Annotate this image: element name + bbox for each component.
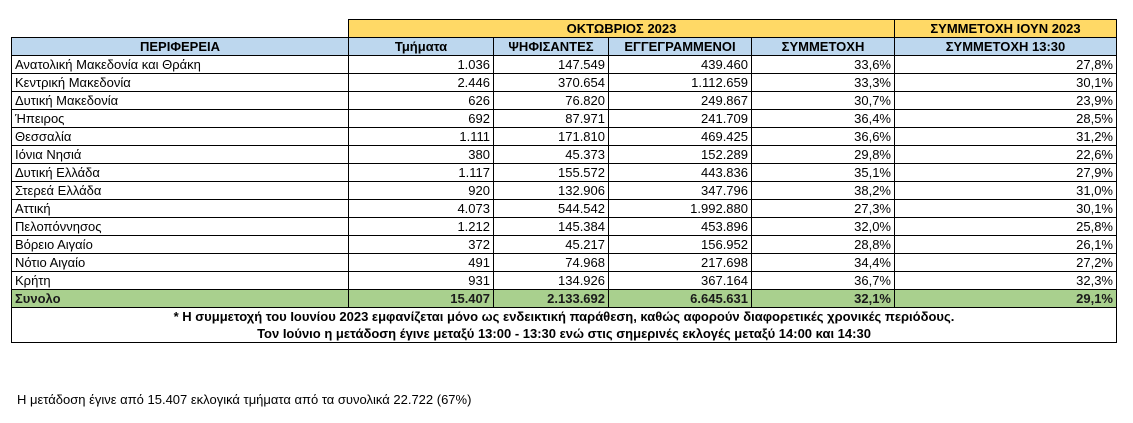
cell-turnout: 36,7% — [752, 272, 895, 290]
table-row — [12, 110, 1117, 128]
cell-turnout: 27,3% — [752, 200, 895, 218]
cell-turnout-june: 26,1% — [895, 236, 1117, 254]
cell-region: Δυτική Ελλάδα — [12, 164, 349, 182]
cell-voters: 132.906 — [494, 182, 609, 200]
cell-registered: 443.836 — [609, 164, 752, 182]
total-row — [12, 290, 1117, 308]
cell-region: Νότιο Αιγαίο — [12, 254, 349, 272]
group-june: ΣΥΜΜΕΤΟΧΗ ΙΟΥΝ 2023 — [895, 20, 1117, 38]
table-row — [12, 254, 1117, 272]
cell-registered: 367.164 — [609, 272, 752, 290]
cell-region: Κεντρική Μακεδονία — [12, 74, 349, 92]
cell-turnout-june: 22,6% — [895, 146, 1117, 164]
cell-voters: 370.654 — [494, 74, 609, 92]
cell-turnout-june: 25,8% — [895, 218, 1117, 236]
cell-sections: 372 — [349, 236, 494, 254]
cell-registered: 469.425 — [609, 128, 752, 146]
cell-sections: 1.111 — [349, 128, 494, 146]
cell-turnout: 36,4% — [752, 110, 895, 128]
cell-sections: 931 — [349, 272, 494, 290]
cell-turnout: 38,2% — [752, 182, 895, 200]
cell-voters: 87.971 — [494, 110, 609, 128]
cell-registered: 249.867 — [609, 92, 752, 110]
cell-turnout-june: 30,1% — [895, 200, 1117, 218]
cell-registered: 217.698 — [609, 254, 752, 272]
table-row — [12, 272, 1117, 290]
col-header-turnout: ΣΥΜΜΕΤΟΧΗ — [752, 38, 895, 56]
cell-region: Ιόνια Νησιά — [12, 146, 349, 164]
cell-turnout: 33,6% — [752, 56, 895, 74]
cell-voters: 45.217 — [494, 236, 609, 254]
cell-turnout-june: 32,3% — [895, 272, 1117, 290]
table-row — [12, 182, 1117, 200]
total-turnout-june: 29,1% — [895, 290, 1117, 308]
cell-turnout-june: 27,9% — [895, 164, 1117, 182]
cell-sections: 692 — [349, 110, 494, 128]
table-row — [12, 74, 1117, 92]
table-row — [12, 128, 1117, 146]
table-row — [12, 146, 1117, 164]
cell-turnout-june: 23,9% — [895, 92, 1117, 110]
cell-sections: 626 — [349, 92, 494, 110]
cell-turnout: 34,4% — [752, 254, 895, 272]
cell-sections: 1.212 — [349, 218, 494, 236]
cell-region: Ανατολική Μακεδονία και Θράκη — [12, 56, 349, 74]
cell-turnout-june: 30,1% — [895, 74, 1117, 92]
cell-voters: 147.549 — [494, 56, 609, 74]
group-header-row — [12, 20, 1117, 38]
cell-sections: 1.036 — [349, 56, 494, 74]
group-october: ΟΚΤΩΒΡΙΟΣ 2023 — [349, 20, 895, 38]
cell-sections: 380 — [349, 146, 494, 164]
cell-voters: 76.820 — [494, 92, 609, 110]
cell-turnout: 30,7% — [752, 92, 895, 110]
cell-region: Στερεά Ελλάδα — [12, 182, 349, 200]
turnout-table — [11, 19, 1117, 343]
cell-turnout: 36,6% — [752, 128, 895, 146]
total-registered: 6.645.631 — [609, 290, 752, 308]
transmission-caption: Η μετάδοση έγινε από 15.407 εκλογικά τμήματα από τα συνολικά 22.722 (67%) — [17, 392, 472, 407]
total-turnout: 32,1% — [752, 290, 895, 308]
cell-voters: 134.926 — [494, 272, 609, 290]
column-header-row — [12, 38, 1117, 56]
cell-region: Δυτική Μακεδονία — [12, 92, 349, 110]
total-voters: 2.133.692 — [494, 290, 609, 308]
cell-turnout: 28,8% — [752, 236, 895, 254]
note-row — [12, 308, 1117, 343]
cell-region: Βόρειο Αιγαίο — [12, 236, 349, 254]
cell-voters: 145.384 — [494, 218, 609, 236]
table-row — [12, 164, 1117, 182]
col-header-turnout-june: ΣΥΜΜΕΤΟΧΗ 13:30 — [895, 38, 1117, 56]
table-row — [12, 200, 1117, 218]
cell-sections: 1.117 — [349, 164, 494, 182]
cell-registered: 1.112.659 — [609, 74, 752, 92]
cell-sections: 4.073 — [349, 200, 494, 218]
cell-sections: 491 — [349, 254, 494, 272]
footnote-line-2: Τον Ιούνιο η μετάδοση έγινε μεταξύ 13:00 - 13:30 ενώ στις σημερινές εκλογές μεταξύ 14:00 και 14:30 — [257, 326, 871, 341]
col-header-voters: ΨΗΦΙΣΑΝΤΕΣ — [494, 38, 609, 56]
col-header-sections: Τμήματα — [349, 38, 494, 56]
total-region: Συνολο — [12, 290, 349, 308]
cell-turnout-june: 31,2% — [895, 128, 1117, 146]
footnote — [12, 308, 1117, 343]
cell-registered: 1.992.880 — [609, 200, 752, 218]
cell-registered: 347.796 — [609, 182, 752, 200]
cell-voters: 544.542 — [494, 200, 609, 218]
cell-registered: 241.709 — [609, 110, 752, 128]
cell-region: Κρήτη — [12, 272, 349, 290]
table-row — [12, 92, 1117, 110]
col-header-region: ΠΕΡΙΦΕΡΕΙΑ — [12, 38, 349, 56]
col-header-registered: ΕΓΓΕΓΡΑΜΜΕΝΟΙ — [609, 38, 752, 56]
cell-registered: 453.896 — [609, 218, 752, 236]
cell-region: Αττική — [12, 200, 349, 218]
footnote-line-1: * Η συμμετοχή του Ιουνίου 2023 εμφανίζεται μόνο ως ενδεικτική παράθεση, καθώς αφορούν διαφορετικές χρονικές περιόδους. — [173, 309, 955, 324]
cell-turnout-june: 28,5% — [895, 110, 1117, 128]
cell-voters: 74.968 — [494, 254, 609, 272]
cell-sections: 920 — [349, 182, 494, 200]
cell-turnout: 32,0% — [752, 218, 895, 236]
cell-turnout-june: 27,2% — [895, 254, 1117, 272]
table-row — [12, 218, 1117, 236]
cell-voters: 155.572 — [494, 164, 609, 182]
cell-registered: 152.289 — [609, 146, 752, 164]
cell-region: Ήπειρος — [12, 110, 349, 128]
cell-registered: 439.460 — [609, 56, 752, 74]
total-sections: 15.407 — [349, 290, 494, 308]
cell-registered: 156.952 — [609, 236, 752, 254]
cell-voters: 171.810 — [494, 128, 609, 146]
table-row — [12, 236, 1117, 254]
cell-turnout-june: 27,8% — [895, 56, 1117, 74]
cell-turnout: 33,3% — [752, 74, 895, 92]
cell-voters: 45.373 — [494, 146, 609, 164]
cell-region: Θεσσαλία — [12, 128, 349, 146]
cell-turnout: 35,1% — [752, 164, 895, 182]
cell-turnout-june: 31,0% — [895, 182, 1117, 200]
cell-turnout: 29,8% — [752, 146, 895, 164]
cell-region: Πελοπόννησος — [12, 218, 349, 236]
cell-sections: 2.446 — [349, 74, 494, 92]
table-row — [12, 56, 1117, 74]
blank-corner — [12, 20, 349, 38]
